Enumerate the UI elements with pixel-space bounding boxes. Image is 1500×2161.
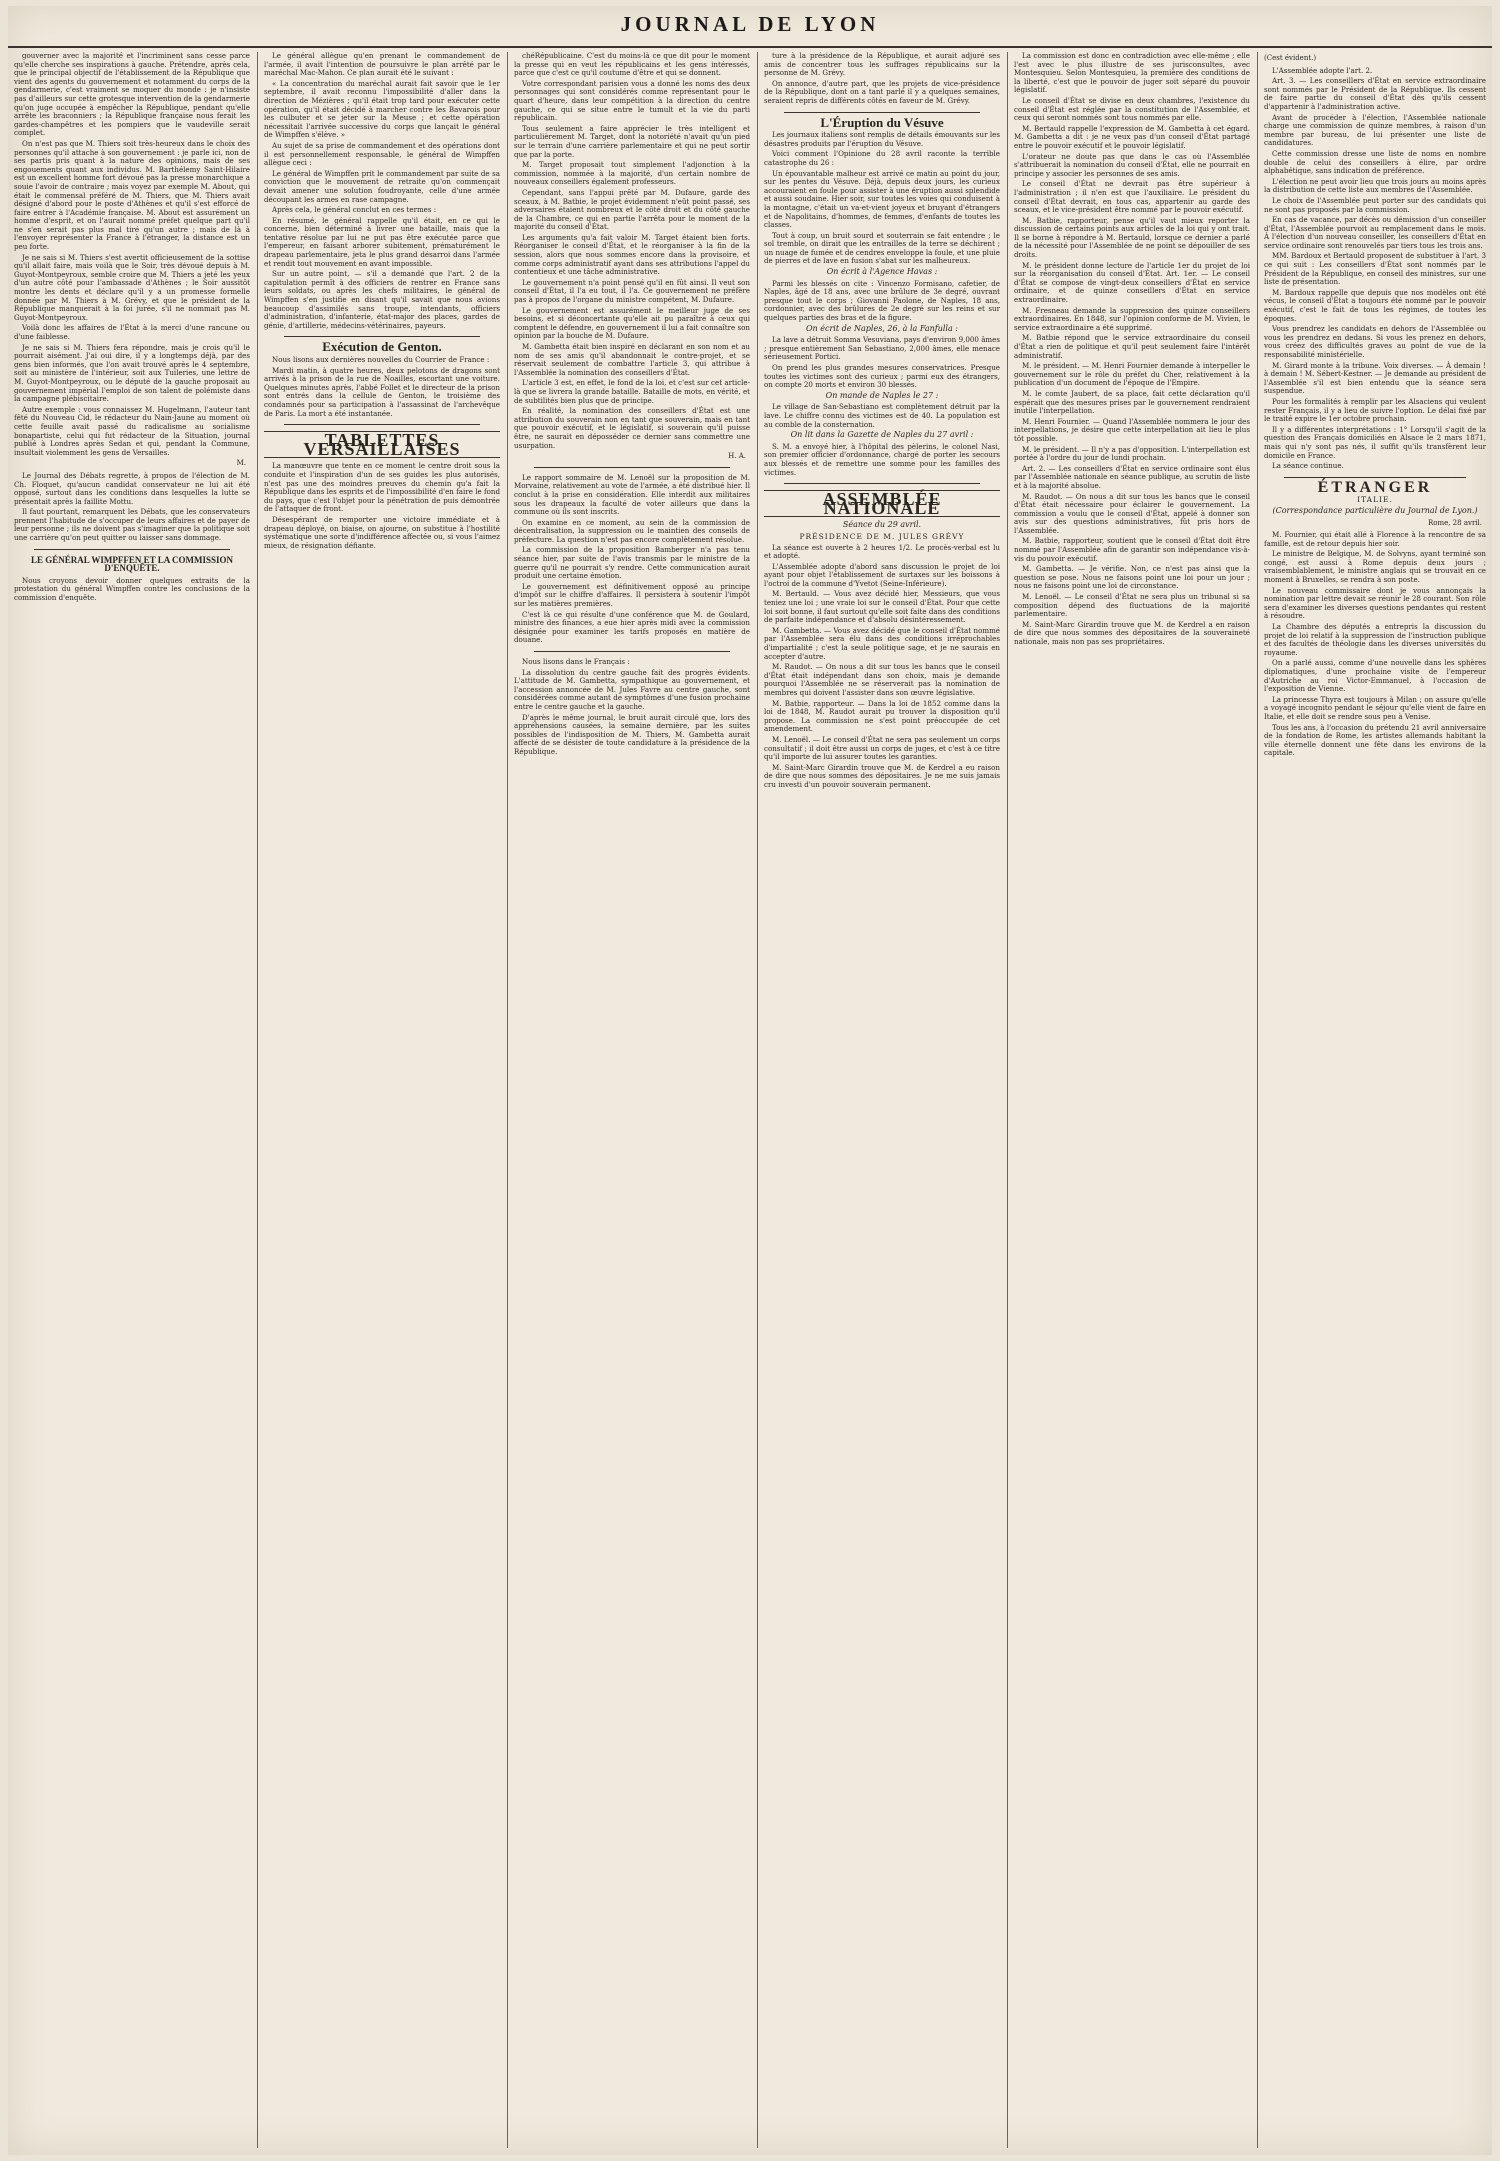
article-paragraph: Votre correspondant parisien vous a donné les noms des deux personnages qui sont considérés comme représentant pour le quart d'heure, dans leur compétition à la direction du centre gauche, ce qui se situe entre le tumult et la vie du parti républicain.: [514, 78, 750, 123]
article-paragraph: M. Henri Fournier. — Quand l'Assemblée nommera le jour des interpellations, je désire que cette interpellation ait lieu le plus tôt possible.: [1014, 416, 1250, 443]
article-paragraph: « La concentration du maréchal aurait fait savoir que le 1er septembre, il avait reconnu l'impossibilité d'aller dans la direction de Mézières ; qu'il était trop tard pour exécuter cette opération, qu'il était décidé à marcher contre les Bavarois pour les culbuter et se jeter sur la Meuse ; et cette opération nécessitait l'arrivée successive du corps que lançait le général de Wimpffen s'élève. »: [264, 78, 500, 140]
page-header: [8, 6, 1492, 48]
correspondence-note: (Correspondance particulière du Journal de Lyon.): [1272, 505, 1478, 515]
article-paragraph: M. Bardoux rappelle que depuis que nos modèles ont été vécus, le conseil d'État a toujours été nommé par le pouvoir exécutif, c'est le fait de tous les régimes, de toutes les époques.: [1264, 287, 1486, 323]
article-paragraph: La lave a détruit Somma Vesuviana, pays d'environ 9,000 âmes ; presque entièrement San Sebastiano, 2,000 âmes, elle menace sérieusement Portici.: [764, 335, 1000, 362]
article-paragraph: M. Bertauld rappelle l'expression de M. Gambetta à cet égard. M. Gambetta a dit : je ne veux pas d'un conseil d'État partagé entre le pouvoir exécutif et le pouvoir législatif.: [1014, 123, 1250, 150]
article-paragraph: La princesse Thyra est toujours à Milan ; on assure qu'elle a voyagé incognito pendant le séjour qu'elle vient de faire en Italie, et elle doit se rendre sous peu à Venise.: [1264, 694, 1486, 721]
article-paragraph: M. Fournier, qui était allé à Florence à la rencontre de sa famille, est de retour depuis hier soir.: [1264, 530, 1486, 548]
article-paragraph: M. Gambetta. — Vous avez décidé que le conseil d'État nommé par l'Assemblée sera élu dans des conditions irréprochables d'impartialité ; c'est la seule politique sage, et je ne saurais en accepter d'autre.: [764, 625, 1000, 661]
article-paragraph: La commission est donc en contradiction avec elle-même ; elle l'est avec le plus illustre de ses jurisconsultes, avec Montesquieu. Selon Montesquieu, la première des conditions de la liberté, c'est que le pouvoir de juger soit séparé du pouvoir législatif.: [1014, 52, 1250, 95]
section-title-tablettes: TABLETTES VERSAILLAISES: [264, 431, 500, 458]
divider: [284, 336, 480, 337]
divider: [784, 112, 980, 113]
column-5: [1014, 52, 1250, 2148]
article-paragraph: M. Raudot. — On nous a dit sur tous les bancs que le conseil d'État était indépendant dans son choix, mais je demande pourquoi l'Assemblée ne se réserverait pas la nomination de membres qui doivent l'assister dans son œuvre législative.: [764, 662, 1000, 697]
article-paragraph: Le général de Wimpffen prit le commandement par suite de sa conviction que le mouvement de retraite qu'on commençait devait amener une solution foudroyante, celle d'une armée découpant les armes en rase campagne.: [264, 168, 500, 204]
column-rule: [1257, 52, 1258, 2148]
column-rule: [757, 52, 758, 2148]
article-paragraph: Autre exemple : vous connaissez M. Hugelmann, l'auteur tant fêté du Nouveau Cid, le rédacteur du Nain-Jaune au moment où cette feuille avait passé du radicalisme au socialisme bonapartiste, celui qui fut rédacteur de la Situation, journal publié à Londres après Sedan et qui, pendant la Commune, insultait violemment les gens de Versailles.: [14, 404, 250, 457]
column-3: [514, 52, 750, 2148]
article-paragraph: M. Girard monte à la tribune. Voix diverses. — À demain ! à demain ! M. Sébert-Kestner. — Je demande au président de l'Assemblée s'il est bien entendu que la séance sera suspendue.: [1264, 360, 1486, 396]
article-paragraph: On annonce, d'autre part, que les projets de vice-présidence de la République, dont on a tant parlé il y a quelques semaines, seraient repris de différents côtés en faveur de M. Grévy.: [764, 78, 1000, 105]
article-paragraph: Tous les ans, à l'occasion du prétendu 21 avril anniversaire de la fondation de Rome, les artistes allemands habitant la ville éternelle donnent une fête dans les environs de la capitale.: [1264, 722, 1486, 758]
article-paragraph: Nous lisons aux dernières nouvelles du Courrier de France :: [272, 355, 490, 364]
article-paragraph: chéRépublicaine. C'est du moins-là ce que dit pour le moment la presse qui en veut les républicains et les gens intéressés, parce que c'est ce qu'il coutume d'être et qui se donnent.: [514, 52, 750, 78]
article-paragraph: La séance continue.: [1272, 461, 1344, 471]
article-paragraph: Parmi les blessés on cite : Vincenzo Formisano, cafetier, de Naples, âgé de 18 ans, avec une brûlure de 3e degré, ouvrant presque tout le corps ; Giovanni Paolone, de Naples, 18 ans, cordonnier, avec des brûlures de 2e degré sur les reins et sur quelques parties des bras et de la figure.: [764, 278, 1000, 323]
newspaper-page: [8, 6, 1492, 2155]
article-paragraph: Le gouvernement est définitivement opposé au principe d'impôt sur le chiffre d'affaires. Il persistera à soutenir l'impôt sur les matières premières.: [514, 581, 750, 609]
article-paragraph: Le conseil d'État ne devrait pas être supérieur à l'administration ; il n'en est que l'auxiliaire. Le président du conseil d'État devrait, en tous cas, appartenir au garde des sceaux, et le vice-président être nommé par le pouvoir exécutif.: [1014, 179, 1250, 215]
article-paragraph: En résumé, le général rappelle qu'il était, en ce qui le concerne, bien déterminé à livrer une bataille, mais que la tentative résolue par lui ne put pas être exécutée parce que l'empereur, en faisant arborer subitement, prématurément le drapeau parlementaire, jeta le plus grand désarroi dans l'armée et rendit tout mouvement en avant impossible.: [264, 215, 500, 268]
article-paragraph: En cas de vacance, par décès ou démission d'un conseiller d'État, l'Assemblée pourvoit au remplacement dans le mois. À l'élection d'un nouveau conseiller, les conseillers d'État en service ordinaire sont renouvelés par tiers tous les trois ans.: [1264, 215, 1486, 250]
article-paragraph: Il faut pourtant, remarquent les Débats, que les conservateurs prennent l'habitude de s'occuper de leurs affaires et de payer de leur personne ; ils ne doivent pas s'imaginer que la politique soit une carrière qu'on peut quitter ou laisser sans dommage.: [14, 507, 250, 543]
article-paragraph: M. Lenoël. — Le conseil d'État ne sera pas seulement un corps consultatif ; il doit être aussi un corps de juges, et c'est à ce titre qu'il importe de lui assurer toutes les garanties.: [764, 734, 1000, 762]
article-paragraph: L'Assemblée adopte l'art. 2.: [1272, 65, 1373, 75]
article-paragraph: M. Gambetta. — Je vérifie. Non, ce n'est pas ainsi que la question se pose. Nous ne faisons point une loi pour un jour ; nous ne faisons point une loi de circonstance.: [1014, 564, 1250, 591]
article-paragraph: Avant de procéder à l'élection, l'Assemblée nationale charge une commission de quinze membres, à raison d'un membre par bureau, de lui présenter une liste de candidatures.: [1264, 112, 1486, 148]
divider: [284, 424, 480, 425]
article-paragraph: M. Batbie, rapporteur, pense qu'il vaut mieux reporter la discussion de certains points aux articles de la loi qui y ont trait. Il se borne à répondre à M. Bertauld, lorsque ce dernier a parlé de la nécessité pour l'Assemblée de ne point se dépouiller de ses droits.: [1014, 215, 1250, 260]
article-paragraph: L'orateur ne doute pas que dans le cas où l'Assemblée s'attribuerait la nomination du conseil d'État, elle ne pourrait en principe y associer les personnes de ses amis.: [1014, 151, 1250, 178]
article-paragraph: M. Lenoël. — Le conseil d'État ne sera plus un tribunal si sa composition dépend des fluctuations de la majorité parlementaire.: [1014, 592, 1250, 619]
source-note: On écrit à l'Agence Havas :: [826, 267, 938, 277]
article-paragraph: gouverner avec la majorité et l'incriminent sans cesse parce qu'elle cherche ses inspirations à gauche. Prétendre, après cela, que le principal objectif de l'établissement de la République que vient des agents du gouvernement et notamment du corps de la gendarmerie, c'est vraiment se moquer du monde : je n'insiste pas d'ailleurs sur cette grotesque intervention de la gendarmerie qu'on juge occupée à empêcher la République, pendant qu'elle arrête les braconniers ; la République française nous ferait les gardes-champêtres et les pompiers que le vaudeville serait complet.: [14, 52, 250, 138]
article-paragraph: ture à la présidence de la République, et aurait adjuré ses amis de concentrer tous les suffrages républicains sur la personne de M. Grévy.: [764, 52, 1000, 78]
article-paragraph: M. Saint-Marc Girardin trouve que M. de Kerdrel a eu raison de dire que nous sommes des dépositaires. Je ne me suis jamais cru investi d'un pouvoir souverain permanent.: [764, 762, 1000, 789]
article-paragraph: La Chambre des députés a entrepris la discussion du projet de loi relatif à la suppression de l'instruction publique et des facultés de théologie dans les diverses universités du royaume.: [1264, 622, 1486, 657]
article-paragraph: L'Assemblée adopte d'abord sans discussion le projet de loi ayant pour objet l'établissement de surtaxes sur les boissons à l'octroi de la commune d'Yvetot (Seine-Inférieure).: [764, 561, 1000, 588]
article-paragraph: M. le président donne lecture de l'article 1er du projet de loi sur la réorganisation du conseil d'État. Art. 1er. — Le conseil d'État se compose de vingt-deux conseillers d'État en service ordinaire, et de quinze conseillers d'État en service extraordinaire.: [1014, 260, 1250, 305]
article-paragraph: Les journaux italiens sont remplis de détails émouvants sur les désastres produits par l'éruption du Vésuve.: [764, 130, 1000, 148]
article-paragraph: Le ministre de Belgique, M. de Solvyns, ayant terminé son congé, est aussi à Rome depuis deux jours ; vraisemblablement, le ministre anglais qui se trouvait en ce moment à Bruxelles, se rendra à son poste.: [1264, 549, 1486, 585]
column-2: [264, 52, 500, 2148]
article-paragraph: M. Batbie répond que le service extraordinaire du conseil d'État a rien de politique et qu'il peut seulement faire l'intérêt administratif.: [1014, 333, 1250, 360]
article-paragraph: La commission de la proposition Bamberger n'a pas tenu séance hier, par suite de l'avis transmis par le ministre de la guerre qu'il ne pourrait s'y rendre. Cette communication aurait produit une certaine émotion.: [514, 545, 750, 581]
session-date: Séance du 29 avril.: [842, 520, 922, 530]
article-paragraph: Tout à coup, un bruit sourd et souterrain se fait entendre ; le sol tremble, on dirait que les entrailles de la terre se déchirent ; un nuage de fumée et de cendres enveloppe la foule, et une pluie de pierres et de lave en fusion s'abat sur les malheureux.: [764, 230, 1000, 266]
column-rule: [507, 52, 508, 2148]
column-1: [14, 52, 250, 2148]
article-paragraph: Nous croyons devoir donner quelques extraits de la protestation du général Wimpffen contre les conclusions de la commission d'enquête.: [14, 575, 250, 603]
article-paragraph: Le choix de l'Assemblée peut porter sur des candidats qui ne sont pas proposés par la commission.: [1264, 195, 1486, 214]
article-paragraph: D'après le même journal, le bruit aurait circulé que, lors des appréhensions causées, la semaine dernière, par les suites possibles de l'indisposition de M. Thiers, M. Gambetta aurait affecté de se désister de toute candidature à la présidence de la République.: [514, 712, 750, 756]
source-note: On lit dans la Gazette de Naples du 27 avril :: [790, 430, 974, 440]
article-paragraph: Art. 3. — Les conseillers d'État en service extraordinaire sont nommés par le Président de la République. Ils cessent de faire partie du conseil d'État dès qu'ils cessent d'appartenir à l'administration active.: [1264, 76, 1486, 111]
article-paragraph: S. M. a envoyé hier, à l'hôpital des pèlerins, le colonel Nasi, son premier officier d'ordonnance, chargé de porter les secours aux blessés et de remettre une somme pour les familles des victimes.: [764, 441, 1000, 477]
article-paragraph: M. le président. — Il n'y a pas d'opposition. L'interpellation est portée à l'ordre du jour de lundi prochain.: [1014, 444, 1250, 463]
article-paragraph: Le Journal des Débats regrette, à propos de l'élection de M. Ch. Floquet, qu'aucun candidat conservateur ne lui ait été opposé, surtout dans les conditions dans lesquelles la lutte se présentait après la faillite Mottu.: [14, 470, 250, 506]
article-paragraph: On n'est pas que M. Thiers soit très-heureux dans le choix des personnes qu'il attache à son gouvernement : je parle ici, non de ses partis pris quant à la nature des opinions, mais de ses engouements quant aux individus. M. Barthélemy Saint-Hilaire est un excellent homme fort dévoué pas la presse monarchique a souie l'avoir de contraire ; mais voyez par exemple M. About, qui était le commensal préféré de M. Thiers, que M. Thiers avait désigné d'abord pour le poste d'Athènes et qu'il s'est efforcé de faire entrer à l'Académie française. M. About est assurément un homme d'esprit, et on l'aurait nommé préfet quelque part qu'il ne s'en serait pas plus mal tiré qu'un autre ; mais de là à l'envoyer représenter la France à l'étranger, la distance est un peu forte.: [14, 138, 250, 252]
divider: [534, 467, 730, 468]
article-paragraph: C'est là ce qui résulte d'une conférence que M. de Goulard, ministre des finances, a eue hier après midi avec la commission désignée pour examiner les tarifs proposés en matière de douane.: [514, 609, 750, 645]
source-note: On mande de Naples le 27 :: [825, 390, 939, 400]
article-paragraph: M. Batbie, rapporteur, soutient que le conseil d'État doit être nommé par l'Assemblée afin de garantir son indépendance vis-à-vis du pouvoir exécutif.: [1014, 536, 1250, 563]
section-title-assemblee: ASSEMBLÉE NATIONALE: [764, 490, 1000, 517]
article-paragraph: On a parlé aussi, comme d'une nouvelle dans les sphères diplomatiques, d'une prochaine visite de l'empereur d'Autriche au roi Victor-Emmanuel, à l'occasion de l'exposition de Vienne.: [1264, 658, 1486, 694]
article-paragraph: M. Saint-Marc Girardin trouve que M. de Kerdrel a en raison de dire que nous sommes des dépositaires de la souveraineté nationale, mais non pas ses propriétaires.: [1014, 619, 1250, 646]
article-paragraph: Après cela, le général conclut en ces termes :: [272, 205, 437, 215]
article-paragraph: Mardi matin, à quatre heures, deux pelotons de dragons sont arrivés à la prison de la rue de Noailles, escortant une voiture. Quelques minutes après, l'abbé Follet et le directeur de la prison sont entrés dans la cellule de Genton, le troisième des condamnés pour sa participation à l'assassinat de l'archevêque de Paris. La mort a été instantanée.: [264, 365, 500, 418]
divider: [784, 483, 980, 484]
article-paragraph: Tous seulement a faire apprécier le très intelligent et particulièrement M. Target, dont la notoriété n'avait qu'un pied sur le terrain d'une carrière parlementaire et qui ne peut sortir que par la porte.: [514, 123, 750, 159]
article-paragraph: Un épouvantable malheur est arrivé ce matin au point du jour, sur les pentes du Vésuve. Déjà, depuis deux jours, les curieux accouraient en foule pour assister à une éruption aussi splendide et aussi soudaine. Hier soir, sur toutes les voies qui conduisent à la montagne, c'était un va-et-vient joyeux et bruyant d'étrangers et de Napolitains, d'hommes, de femmes, d'enfants de toutes les classes.: [764, 168, 1000, 230]
article-paragraph: La séance est ouverte à 2 heures 1/2. Le procès-verbal est lu et adopté.: [764, 542, 1000, 561]
article-paragraph: En réalité, la nomination des conseillers d'État est une attribution du souverain non en tant que souverain, mais en tant que pouvoir exécutif, et le législatif, si souverain qu'il puisse être, ne saurait en déposséder ce dernier sans commettre une usurpation.: [514, 406, 750, 450]
article-paragraph: Cependant, sans l'appui prêté par M. Dufaure, garde des sceaux, à M. Batbie, le projet évidemment n'eût point passé, ses adversaires étaient nombreux et le côté droit et du côté gauche de la Chambre, ce qui en partie l'arrêta pour le moment de la majorité du conseil d'État.: [514, 187, 750, 232]
article-paragraph: Le gouvernement est assurément le meilleur juge de ses besoins, et si déconcertante qu'elle ait pu paraître à ceux qui comptent le défendre, en gouvernement il lui a fait connaître son opinion par la bouche de M. Dufaure.: [514, 305, 750, 341]
source-note: On écrit de Naples, 26, à la Fanfulla :: [806, 323, 958, 333]
dateline: Rome, 28 avril.: [1427, 518, 1482, 527]
article-paragraph: Voilà donc les affaires de l'État à la merci d'une rancune ou d'une faiblesse.: [14, 323, 250, 341]
article-paragraph: Au sujet de sa prise de commandement et des opérations dont il est personnellement responsable, le général de Wimpffen allègue ceci :: [264, 140, 500, 168]
signature: H. A.: [728, 452, 746, 461]
article-paragraph: L'élection ne peut avoir lieu que trois jours au moins après la distribution de cette liste aux membres de l'Assemblée.: [1264, 176, 1486, 195]
article-paragraph: Désespérant de remporter une victoire immédiate et à drapeau déployé, on biaise, on ajourne, on substitue à l'hostilité systématique une sorte d'indifférence affectée ou, si vous l'aimez mieux, de résignation défiante.: [264, 514, 500, 550]
article-paragraph: Le village de San-Sebastiano est complètement détruit par la lave. Le chiffre connu des victimes est de 40. La population est au comble de la consternation.: [764, 402, 1000, 429]
article-paragraph: M. Bertauld. — Vous avez décidé hier, Messieurs, que vous teniez une loi ; une vraie loi sur le conseil d'État. Pour que cette loi soit bonne, il faut surtout qu'elle soit faite dans des conditions de parfaite indépendance et d'absolu désintéressement.: [764, 589, 1000, 625]
country-label: ITALIE.: [1357, 495, 1393, 505]
article-paragraph: Le rapport sommaire de M. Lenoël sur la proposition de M. Morvaine, relativement au vote de l'armée, a été distribué hier. Il conclut à la prise en considération. Elle interdit aux militaires sous les drapeaux la faculté de voter ailleurs que dans la commune où ils sont inscrits.: [514, 472, 750, 517]
article-paragraph: M. le comte Jaubert, de sa place, fait cette déclaration qu'il espérait que des mesures prises par le gouvernement rendraient inutile l'interpellation.: [1014, 388, 1250, 416]
section-title-vesuve: L'Éruption du Vésuve: [820, 114, 944, 130]
article-paragraph: Il y a différentes interprétations : 1° Lorsqu'il s'agit de la question des Français domiciliés en Alsace le 2 mars 1871, mais qui n'y sont pas nés, il suffit qu'ils transfèrent leur domicile en France.: [1264, 424, 1486, 460]
article-paragraph: M. Fresneau demande la suppression des quinze conseillers extraordinaires. En 1848, sur l'opinion conforme de M. Vivien, le service extraordinaire a été supprimé.: [1014, 305, 1250, 332]
article-paragraph: La manœuvre que tente en ce moment le centre droit sous la conduite et l'inspiration d'un de ses guides les plus autorisés, n'est pas une des moindres preuves du chemin qu'a fait la République dans les esprits et de l'impossibilité d'en faire le fond du pays, que c'est l'objet pour la pénétration de puis démontrée de l'attaquer de front.: [264, 461, 500, 514]
article-paragraph: Nous lisons dans le Français :: [522, 657, 630, 666]
article-paragraph: Je ne sais si M. Thiers s'est avertit officieusement de la sottise qu'il allait faire, mais voilà que le Soir, très dévoué depuis à M. Guyot-Montpeyroux, semble croire que M. Thiers a jeté les yeux d'un autre côté pour l'ambassade d'Athènes ; le Soir aussitôt montre les dents et déclare qu'il y a un promesse formelle donnée par M. Thiers à M. Grévy, et que le président de la République manquerait à la foi jurée, s'il ne nommait pas M. Guyot-Montpeyroux.: [14, 252, 250, 322]
column-rule: [1007, 52, 1008, 2148]
article-paragraph: La dissolution du centre gauche fait des progrès évidents. L'attitude de M. Gambetta, sympathique au gouvernement, et l'accession annoncée de M. Jules Favre au centre gauche, sont considérées comme autant de symptômes d'une fusion prochaine entre le centre gauche et la gauche.: [514, 667, 750, 711]
article-paragraph: Vous prendrez les candidats en dehors de l'Assemblée ou vous les prendrez en dedans. Si vous les prenez en dehors, vous créez des difficultés graves au point de vue de la responsabilité ministérielle.: [1264, 324, 1486, 359]
article-paragraph: M. Target proposait tout simplement l'adjonction à la commission, nommée à la majorité, d'un certain nombre de nouveaux conseillers également professeurs.: [514, 160, 750, 187]
section-title-wimpffen: LE GÉNÉRAL WIMPFFEN ET LA COMMISSION D'ENQUÊTE.: [31, 554, 233, 574]
divider: [534, 651, 730, 652]
article-paragraph: Voici comment l'Opinione du 28 avril raconte la terrible catastrophe du 26 :: [764, 149, 1000, 167]
article-paragraph: M. Batbie, rapporteur. — Dans la loi de 1852 comme dans la loi de 1848, M. Raudot aurait pu trouver la disposition qu'il propose. La commission ne s'est point préoccupée de cet amendement.: [764, 698, 1000, 734]
masthead: JOURNAL DE LYON: [620, 12, 880, 36]
top-note: (Cest évident.): [1264, 54, 1317, 62]
article-paragraph: Les arguments qu'a fait valoir M. Target étaient bien forts. Réorganiser le conseil d'État, et le réorganiser à la fin de la session, alors que nous sommes encore dans la provisoire, et comme corps administratif ayant dans ses attributions l'appel du contentieux et une tâche administrative.: [514, 232, 750, 277]
divider: [34, 549, 230, 550]
article-paragraph: MM. Bardoux et Bertauld proposent de substituer à l'art. 3 ce qui suit : Les conseillers d'État sont nommés par le Président de la République, en conseil des ministres, sur une liste de présentation.: [1264, 251, 1486, 287]
article-paragraph: Le nouveau commissaire dont je vous annonçais la nomination par lettre devait se réunir le 28 courant. Son rôle sera d'examiner les diverses questions pendantes qui restent à résoudre.: [1264, 585, 1486, 621]
article-paragraph: Pour les formalités à remplir par les Alsaciens qui veulent rester Français, il y a lieu de suivre l'option. Le délai fixé par le traité expire le 1er octobre prochain.: [1264, 396, 1486, 424]
section-title-genton: Exécution de Genton.: [322, 339, 442, 355]
section-title-etranger: ÉTRANGER: [1317, 478, 1433, 496]
column-4: [764, 52, 1000, 2148]
column-6: [1264, 52, 1486, 2148]
article-paragraph: L'article 3 est, en effet, le fond de la loi, et c'est sur cet article-là que se livrera la grande bataille. Bataille de mots, en vérité, et de subtilités bien plus que de principe.: [514, 378, 750, 405]
article-paragraph: Le conseil d'État se divise en deux chambres, l'existence du conseil d'État est réglée par la constitution de l'Assemblée, et ceux qui seront nommés sont tous nommés par elle.: [1014, 95, 1250, 123]
article-paragraph: Je ne sais si M. Thiers fera répondre, mais je crois qu'il le pourrait aisément. J'ai oui dire, il y a longtemps déjà, par des gens bien informés, que l'on avait trouvé après le 4 septembre, soit au ministère de l'intérieur, soit aux Tuileries, une lettre de M. Guyot-Montpeyroux, ou le député de la gauche proposait au gouvernement impérial l'emploi de son talent de polémiste dans la campagne plébiscitaire.: [14, 342, 250, 404]
article-paragraph: Sur un autre point, — s'il a demandé que l'art. 2 de la capitulation permît à des officiers de rentrer en France sans leurs soldats, ou après les chefs militaires, le général de Wimpffen s'en justifie en disant qu'il savait que nous avions beaucoup d'assimilés sans troupe, intendants, officiers d'administration, d'infanterie, état-major des places, gardes de génie, d'artillerie, médecins-vétérinaires, payeurs.: [264, 269, 500, 330]
article-paragraph: M. Raudot. — On nous a dit sur tous les bancs que le conseil d'État était nécessaire pour éclairer le gouvernement. La commission a voulu que le conseil d'État, appelé à donner son avis sur des questions administratives, fût pris hors de l'Assemblée.: [1014, 491, 1250, 535]
article-paragraph: On examine en ce moment, au sein de la commission de décentralisation, la suppression ou le maintien des conseils de préfecture. La question n'est pas encore complètement résolue.: [514, 517, 750, 544]
article-paragraph: Le général allègue qu'en prenant le commandement de l'armée, il avait l'intention de poursuivre le plan arrêté par le maréchal Mac-Mahon. Ce plan aurait été le suivant :: [264, 52, 500, 78]
column-rule: [257, 52, 258, 2148]
article-paragraph: On prend les plus grandes mesures conservatrices. Presque toutes les victimes sont des curieux ; parmi eux des étrangers, on compte 20 morts et environ 30 blessés.: [764, 363, 1000, 390]
columns: [14, 52, 1486, 2148]
session-president: PRÉSIDENCE DE M. JULES GRÉVY: [799, 531, 965, 541]
divider: [1284, 477, 1466, 478]
article-paragraph: Art. 2. — Les conseillers d'État en service ordinaire sont élus par l'Assemblée nationale en séance publique, au scrutin de liste et à la majorité absolue.: [1014, 463, 1250, 490]
article-paragraph: M. le président. — M. Henri Fournier demande à interpeller le gouvernement sur le rôle du préfet du Cher, relativement à la publication d'un document de l'époque de l'Empire.: [1014, 361, 1250, 388]
article-paragraph: Cette commission dresse une liste de noms en nombre double de celui des conseillers à élire, par ordre alphabétique, sans indication de préférence.: [1264, 148, 1486, 176]
article-paragraph: Le gouvernement n'a point pensé qu'il en fût ainsi. Il veut son conseil d'État, il l'a eu tout, il l'a. Ce gouvernement ne préfère pas à propos de l'organe du ministre compétent, M. Dufaure.: [514, 277, 750, 305]
signature: M.: [236, 459, 246, 468]
article-paragraph: M. Gambetta était bien inspiré en déclarant en son nom et au nom de ses amis qu'il abandonnait le contre-projet, et se réservait seulement de combattre l'article 3, qui attribue à l'Assemblée la nomination des conseillers d'État.: [514, 342, 750, 377]
